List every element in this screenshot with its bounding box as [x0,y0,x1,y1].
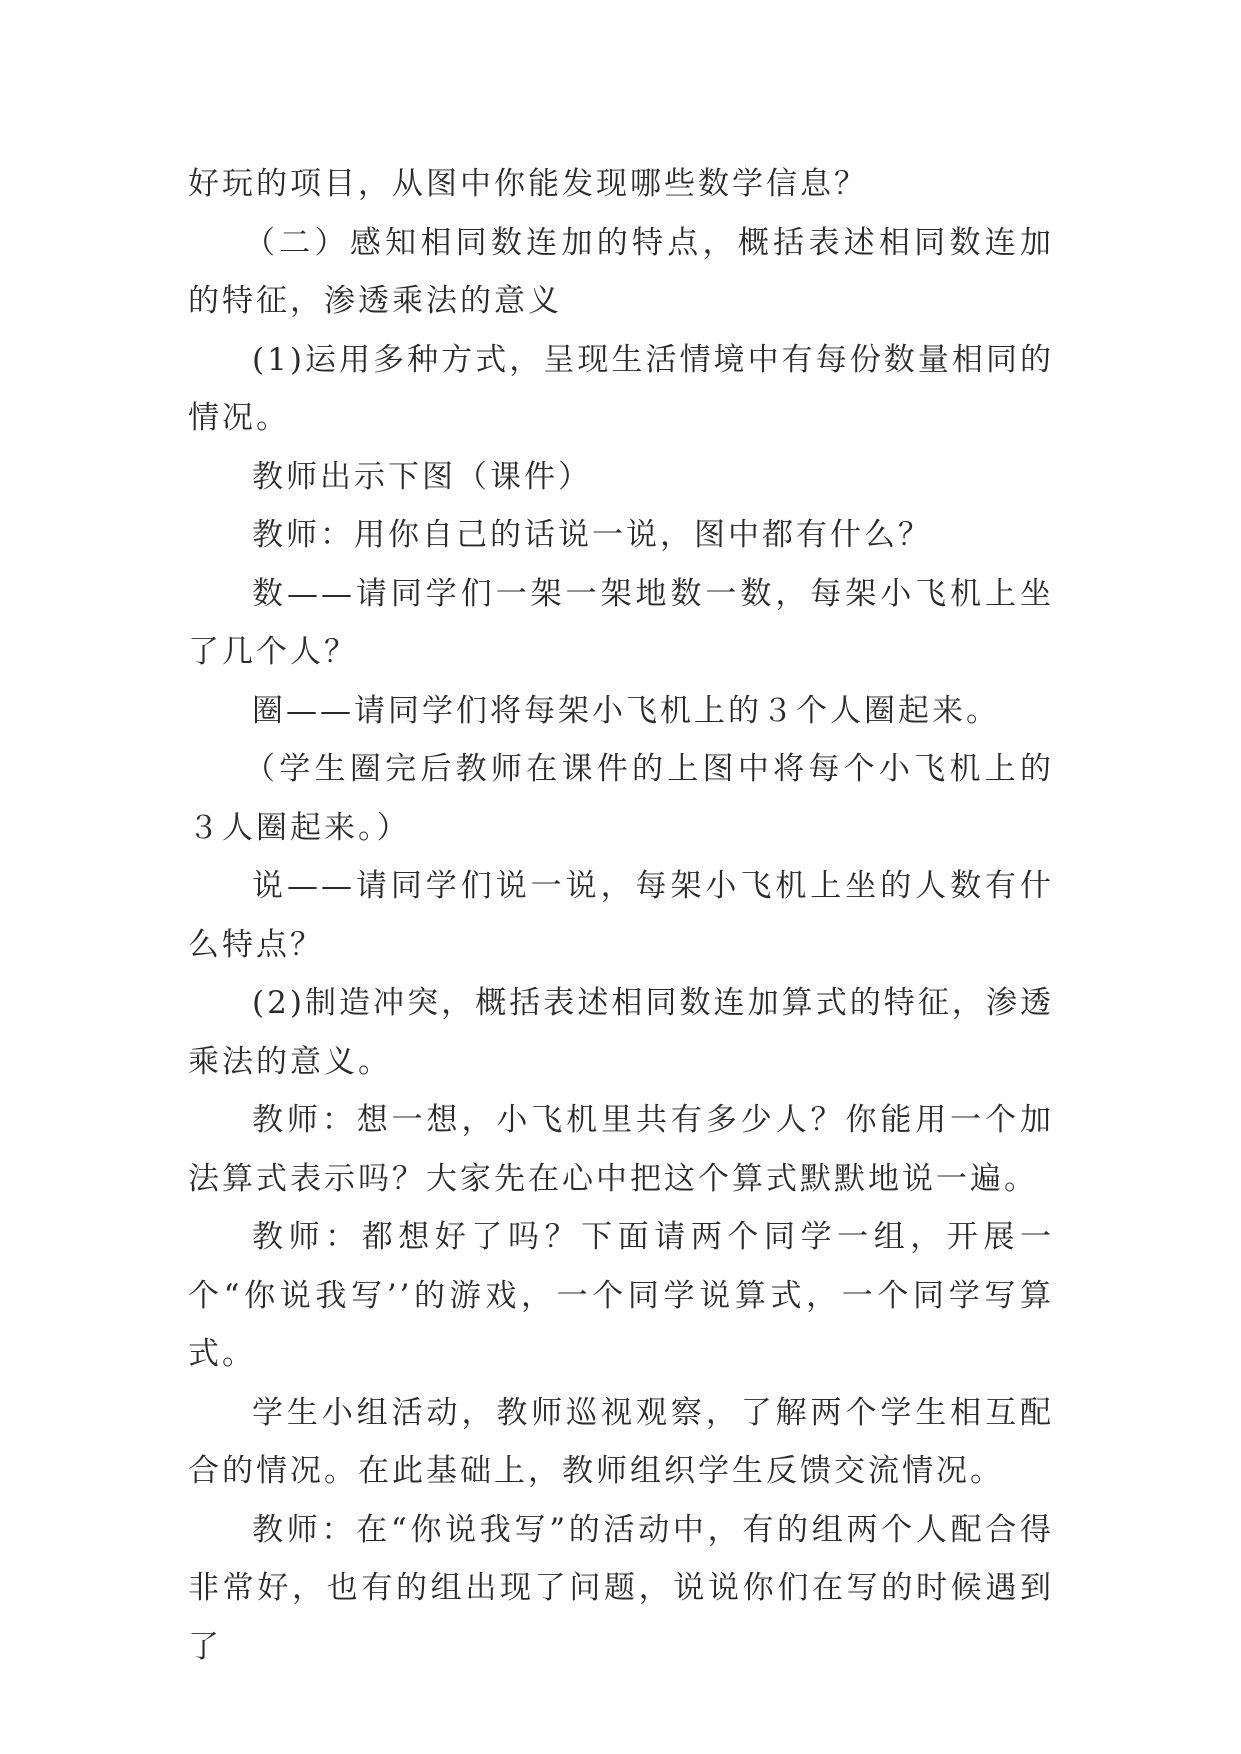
paragraph: 教师：在“你说我写”的活动中，有的组两个人配合得非常好，也有的组出现了问题，说说你们在写的时候遇到了 [188,1511,1054,1665]
paragraph: 教师：想一想，小飞机里共有多少人？你能用一个加法算式表示吗？大家先在心中把这个算式默默地说一遍。 [188,1102,1054,1197]
section-heading: （二）感知相同数连加的特点，概括表述相同数连加的特征，渗透乘法的意义 [188,224,1054,319]
paragraph: 教师出示下图（课件） [252,458,592,495]
paragraph: （学生圈完后教师在课件的上图中将每个小飞机上的３人圈起来。） [188,751,1054,846]
document-body [188,155,1054,1676]
paragraph: (1)运用多种方式，呈现生活情境中有每份数量相同的情况。 [188,341,1054,436]
paragraph: 说——请同学们说一说，每架小飞机上坐的人数有什么特点？ [188,868,1054,963]
paragraph-continuation: 好玩的项目，从图中你能发现哪些数学信息？ [188,166,868,202]
paragraph: 学生小组活动，教师巡视观察，了解两个学生相互配合的情况。在此基础上，教师组织学生反馈交流情况。 [188,1394,1054,1489]
paragraph: 数——请同学们一架一架地数一数，每架小飞机上坐了几个人？ [188,575,1054,670]
paragraph: 教师：用你自己的话说一说，图中都有什么？ [252,517,932,553]
paragraph: 教师：都想好了吗？下面请两个同学一组，开展一个“你说我写’’的游戏，一个同学说算式，一个同学写算式。 [188,1219,1054,1372]
paragraph: 圈——请同学们将每架小飞机上的３个人圈起来。 [252,692,1000,729]
paragraph: (2)制造冲突，概括表述相同数连加算式的特征，渗透乘法的意义。 [188,985,1054,1080]
